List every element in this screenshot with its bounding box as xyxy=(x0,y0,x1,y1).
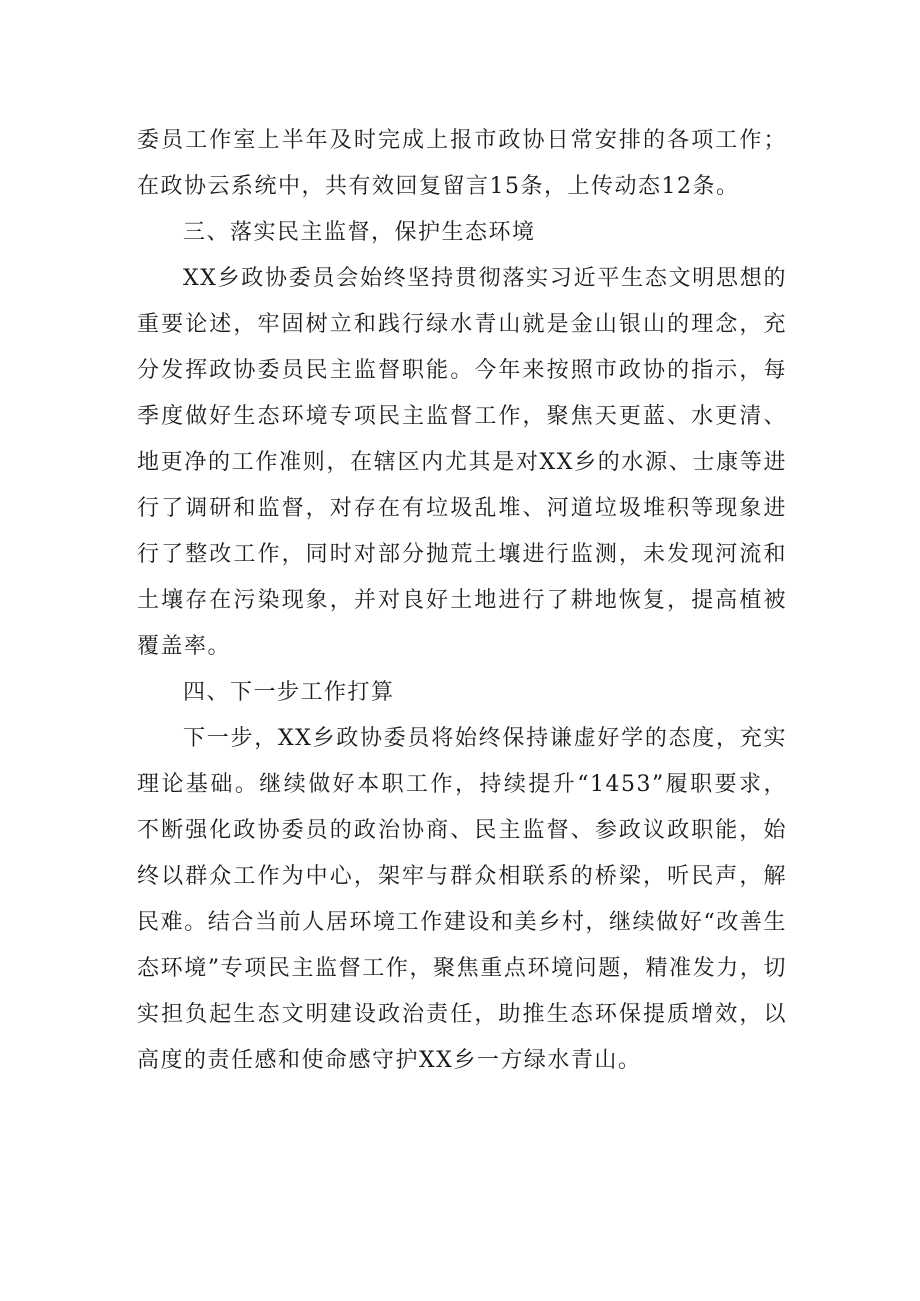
section-4-paragraph: 下一步，XX乡政协委员将始终保持谦虚好学的态度，充实理论基础。继续做好本职工作，持续提升“1453”履职要求，不断强化政协委员的政治协商、民主监督、参政议政职能，始终以群众工作为中心，架牢与群众相联系的桥梁，听民声，解民难。结合当前人居环境工作建设和美乡村，继续做好“改善生态环境”专项民主监督工作，聚焦重点环境问题，精准发力，切实担负起生态文明建设政治责任，助推生态环保提质增效，以高度的责任感和使命感守护XX乡一方绿水青山。 xyxy=(137,726,787,1073)
document-body xyxy=(137,118,787,1084)
paragraph-continued: 委员工作室上半年及时完成上报市政协日常安排的各项工作；在政协云系统中，共有效回复留言15条，上传动态12条。 xyxy=(137,128,787,199)
section-heading-3: 三、落实民主监督，保护生态环境 xyxy=(183,220,536,245)
section-heading-4: 四、下一步工作打算 xyxy=(183,680,395,705)
section-3-paragraph: XX乡政协委员会始终坚持贯彻落实习近平生态文明思想的重要论述，牢固树立和践行绿水青山就是金山银山的理念，充分发挥政协委员民主监督职能。今年来按照市政协的指示，每季度做好生态环境专项民主监督工作，聚焦天更蓝、水更清、地更净的工作准则，在辖区内尤其是对XX乡的水源、士康等进行了调研和监督，对存在有垃圾乱堆、河道垃圾堆积等现象进行了整改工作，同时对部分抛荒土壤进行监测，未发现河流和土壤存在污染现象，并对良好土地进行了耕地恢复，提高植被覆盖率。 xyxy=(137,266,787,659)
